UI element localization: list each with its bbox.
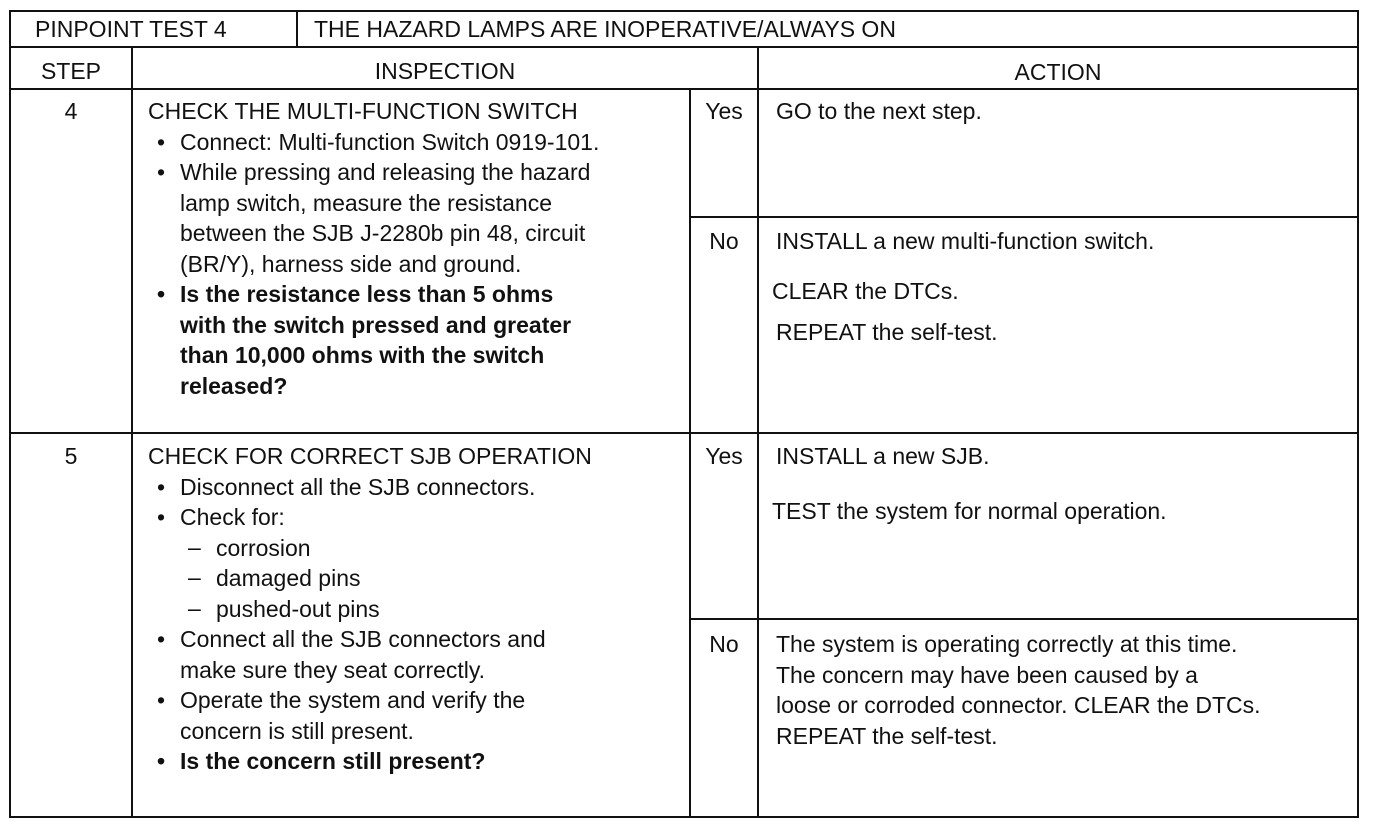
check-item: – corrosion [148, 533, 592, 564]
step-inspection [148, 441, 592, 777]
bullet-line: • Disconnect all the SJB connectors. [148, 472, 592, 503]
column-header-inspection: INSPECTION [374, 58, 516, 84]
step-divider [11, 432, 1357, 434]
no-label: No [709, 228, 739, 254]
question-line: • Is the concern still present? [148, 746, 592, 777]
no-action-line: REPEAT the self-test. [776, 722, 998, 749]
yes-label: Yes [705, 443, 743, 469]
step-title: CHECK THE MULTI-FUNCTION SWITCH [148, 98, 578, 124]
bullet-line: • Operate the system and verify the [148, 685, 592, 716]
no-label: No [709, 631, 739, 657]
bullet-line: • While pressing and releasing the hazard [148, 157, 599, 188]
question-line: with the switch pressed and greater [180, 311, 572, 338]
bullet-line: lamp switch, measure the resistance [180, 189, 552, 216]
bullet-line: make sure they seat correctly. [180, 656, 486, 683]
no-action [776, 629, 1261, 751]
step-column-divider [131, 46, 133, 818]
no-action: REPEAT the self-test. [776, 319, 998, 345]
check-item: – damaged pins [148, 563, 592, 594]
question-line: released? [180, 372, 288, 399]
bullet-line: (BR/Y), harness side and ground. [180, 250, 522, 277]
step-title: CHECK FOR CORRECT SJB OPERATION [148, 443, 592, 469]
yes-action: TEST the system for normal operation. [772, 498, 1167, 524]
step5-yes-no-divider [690, 618, 1357, 620]
yes-label: Yes [705, 98, 743, 124]
no-action-line: loose or corroded connector. CLEAR the DTCs. [776, 692, 1261, 718]
check-item: – pushed-out pins [148, 594, 592, 625]
bullet-line: between the SJB J-2280b pin 48, circuit [180, 220, 586, 246]
step-number: 4 [64, 98, 78, 124]
step4-yes-no-divider [690, 216, 1357, 218]
step-bullets [148, 127, 599, 402]
step-number: 5 [64, 443, 78, 469]
column-header-step: STEP [40, 58, 102, 84]
test-title: THE HAZARD LAMPS ARE INOPERATIVE/ALWAYS ON [314, 16, 896, 42]
title-divider [296, 12, 298, 46]
no-action-line: The system is operating correctly at this time. [776, 631, 1238, 657]
bullet-line: • Connect all the SJB connectors and [148, 624, 592, 655]
test-id: PINPOINT TEST 4 [35, 16, 227, 42]
question-line: than 10,000 ohms with the switch [180, 342, 545, 368]
bullet-line: • Connect: Multi-function Switch 0919-101. [148, 127, 599, 158]
column-header-action: ACTION [1014, 59, 1102, 85]
no-action: INSTALL a new multi-function switch. [776, 228, 1155, 254]
yes-action: GO to the next step. [776, 98, 982, 124]
yes-action: INSTALL a new SJB. [776, 443, 990, 469]
step-bullets [148, 472, 592, 777]
no-action-line: The concern may have been caused by a [776, 661, 1198, 688]
step-inspection [148, 96, 599, 401]
question-line: • Is the resistance less than 5 ohms [148, 279, 599, 310]
bullet-line: concern is still present. [180, 717, 414, 744]
header-divider [11, 46, 1357, 48]
pinpoint-test-table [9, 10, 1359, 818]
column-header-divider [11, 88, 1357, 90]
bullet-line: • Check for: [148, 502, 592, 533]
action-column-divider [757, 46, 759, 818]
no-action: CLEAR the DTCs. [772, 278, 959, 304]
